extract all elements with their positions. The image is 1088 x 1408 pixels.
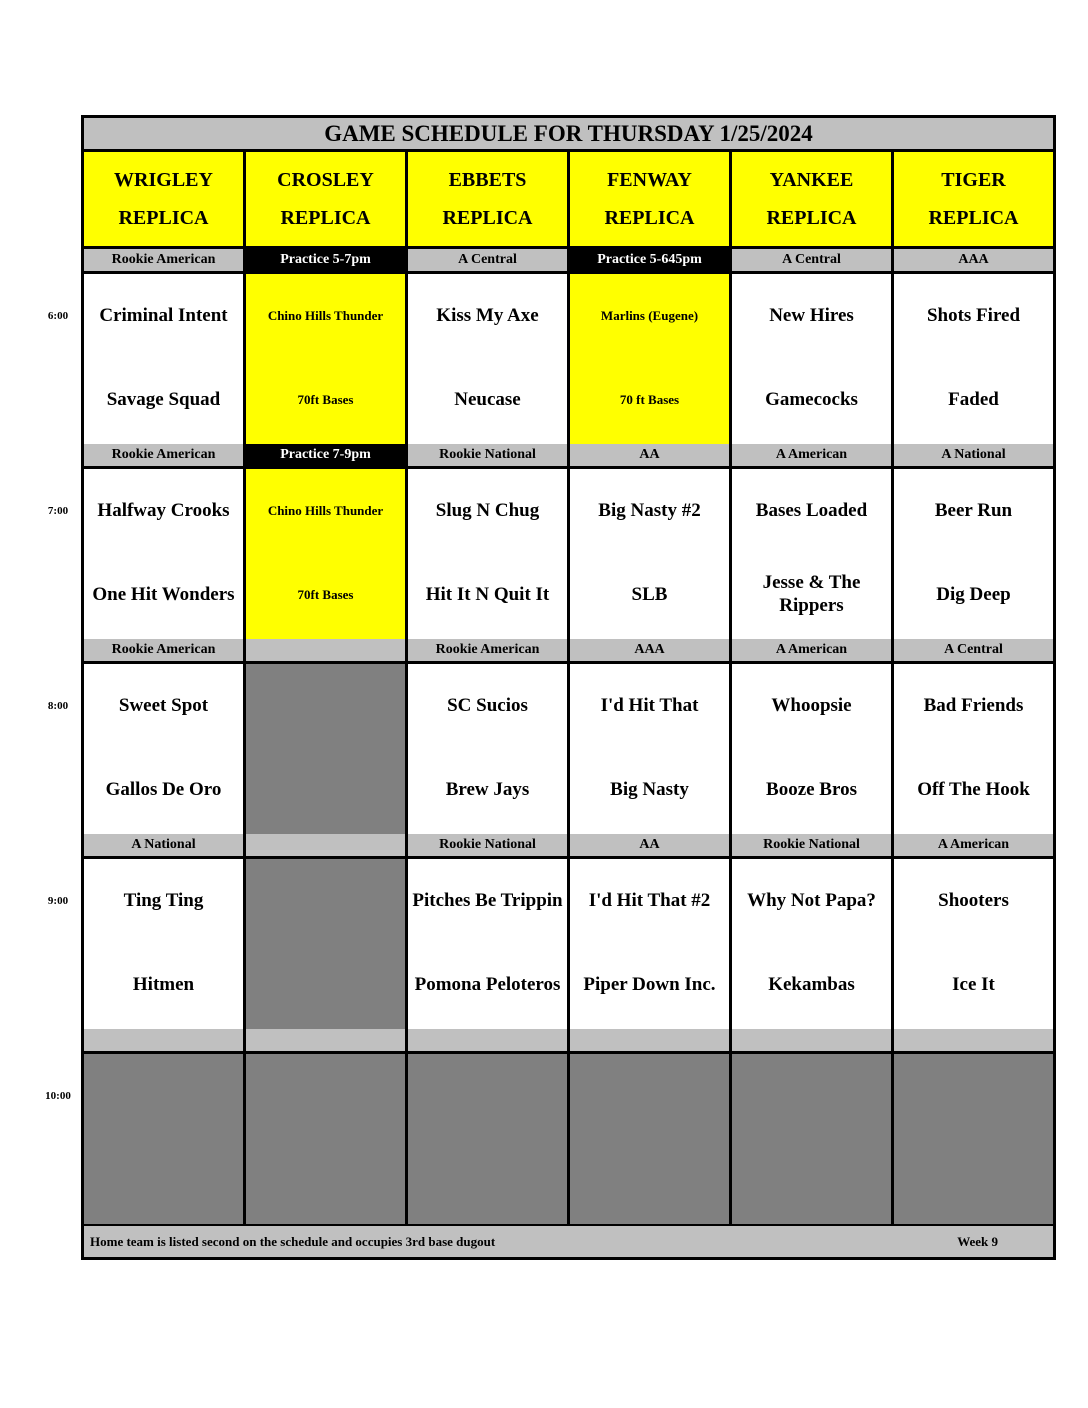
away-team: Marlins (Eugene) <box>600 308 699 324</box>
footer-bar <box>84 1226 1053 1257</box>
time-label: 7:00 <box>47 505 69 517</box>
division-label: Rookie National <box>408 834 567 856</box>
division-label: Practice 5-7pm <box>246 249 405 271</box>
division-label: AA <box>570 444 729 466</box>
field-header-tiger <box>894 152 1053 246</box>
game-cell <box>732 469 891 639</box>
away-team: SC Sucios <box>447 694 528 716</box>
division-label: AAA <box>894 249 1053 271</box>
away-team: Slug N Chug <box>435 499 540 521</box>
division-label: Rookie American <box>84 249 243 271</box>
game-cell <box>570 274 729 444</box>
away-team: Beer Run <box>934 499 1013 521</box>
field-type: REPLICA <box>118 207 209 229</box>
division-label: A Central <box>408 249 567 271</box>
away-team: Halfway Crooks <box>97 499 230 521</box>
game-cell <box>408 274 567 444</box>
field-type: REPLICA <box>280 207 371 229</box>
home-team: Faded <box>948 388 999 410</box>
home-team: Pomona Peloteros <box>414 973 561 995</box>
field-name: TIGER <box>941 169 1006 191</box>
game-cell <box>84 859 243 1029</box>
division-label <box>246 639 405 661</box>
away-team: Sweet Spot <box>118 694 209 716</box>
away-team: Bases Loaded <box>755 499 868 521</box>
away-team: Pitches Be Trippin <box>412 889 563 911</box>
time-label: 10:00 <box>45 1090 71 1102</box>
game-cell <box>732 274 891 444</box>
home-team: Neucase <box>454 388 521 410</box>
empty-slot <box>408 1054 567 1224</box>
empty-slot <box>84 1054 243 1224</box>
division-label: A American <box>894 834 1053 856</box>
home-team: Brew Jays <box>445 778 530 800</box>
home-team: Booze Bros <box>766 778 857 800</box>
footer-note: Home team is listed second on the schedule and occupies 3rd base dugout <box>90 1233 496 1249</box>
division-label: AA <box>570 834 729 856</box>
field-type: REPLICA <box>928 207 1019 229</box>
home-team: Kekambas <box>768 973 855 995</box>
division-label <box>408 1029 567 1051</box>
division-label: A Central <box>732 249 891 271</box>
home-team: Ice It <box>952 973 995 995</box>
empty-slot <box>246 859 405 1029</box>
division-label <box>246 834 405 856</box>
game-cell <box>570 664 729 834</box>
away-team: Bad Friends <box>923 694 1024 716</box>
home-team: Off The Hook <box>917 778 1030 800</box>
field-header-fenway <box>570 152 729 246</box>
division-label: Rookie American <box>408 639 567 661</box>
away-team: Kiss My Axe <box>436 304 539 326</box>
home-team: Dig Deep <box>936 583 1011 605</box>
home-team: Jesse & The Rippers <box>762 572 861 616</box>
division-label <box>246 1029 405 1051</box>
game-cell <box>894 859 1053 1029</box>
division-label: A Central <box>894 639 1053 661</box>
home-team: One Hit Wonders <box>92 583 235 605</box>
away-team: Shots Fired <box>926 304 1021 326</box>
schedule-title: GAME SCHEDULE FOR THURSDAY 1/25/2024 <box>84 118 1053 149</box>
empty-slot <box>246 664 405 834</box>
week-label: Week 9 <box>957 1233 998 1249</box>
game-cell <box>246 469 405 639</box>
away-team: Why Not Papa? <box>747 889 876 911</box>
time-label: 9:00 <box>47 895 69 907</box>
away-team: I'd Hit That #2 <box>588 889 711 911</box>
division-label: Rookie American <box>84 444 243 466</box>
field-type: REPLICA <box>442 207 533 229</box>
game-cell <box>408 469 567 639</box>
empty-slot <box>246 1054 405 1224</box>
home-team: Hit It N Quit It <box>425 583 550 605</box>
field-header-crosley <box>246 152 405 246</box>
empty-slot <box>894 1054 1053 1224</box>
away-team: Big Nasty #2 <box>598 499 701 521</box>
game-cell <box>408 859 567 1029</box>
away-team: New Hires <box>769 304 854 326</box>
empty-slot <box>570 1054 729 1224</box>
game-cell <box>84 274 243 444</box>
game-cell <box>246 274 405 444</box>
division-label: Rookie National <box>408 444 567 466</box>
home-team: Gamecocks <box>765 388 858 410</box>
division-label: Rookie American <box>84 639 243 661</box>
game-cell <box>732 859 891 1029</box>
game-cell <box>84 664 243 834</box>
division-label: A National <box>894 444 1053 466</box>
field-name: EBBETS <box>448 169 527 191</box>
home-team: Savage Squad <box>106 388 221 410</box>
game-cell <box>894 664 1053 834</box>
division-label: A American <box>732 639 891 661</box>
division-label <box>894 1029 1053 1051</box>
game-cell <box>408 664 567 834</box>
game-cell <box>732 664 891 834</box>
division-label <box>84 1029 243 1051</box>
home-team: 70ft Bases <box>297 587 354 603</box>
game-cell <box>570 469 729 639</box>
home-team: Gallos De Oro <box>105 778 222 800</box>
division-label: Practice 7-9pm <box>246 444 405 466</box>
time-label: 8:00 <box>47 700 69 712</box>
field-name: YANKEE <box>769 169 854 191</box>
away-team: Chino Hills Thunder <box>267 308 384 324</box>
away-team: Chino Hills Thunder <box>267 503 384 519</box>
home-team: Piper Down Inc. <box>583 973 716 995</box>
division-label <box>570 1029 729 1051</box>
home-team: Hitmen <box>132 973 195 995</box>
game-cell <box>894 274 1053 444</box>
home-team: SLB <box>631 583 668 605</box>
division-label: A National <box>84 834 243 856</box>
game-cell <box>570 859 729 1029</box>
division-label <box>732 1029 891 1051</box>
field-type: REPLICA <box>766 207 857 229</box>
division-label: Rookie National <box>732 834 891 856</box>
away-team: I'd Hit That <box>600 694 699 716</box>
empty-slot <box>732 1054 891 1224</box>
time-label: 6:00 <box>47 310 69 322</box>
field-name: CROSLEY <box>277 169 374 191</box>
away-team: Whoopsie <box>771 694 852 716</box>
home-team: 70ft Bases <box>297 392 354 408</box>
field-header-wrigley <box>84 152 243 246</box>
away-team: Shooters <box>938 889 1009 911</box>
field-type: REPLICA <box>604 207 695 229</box>
game-cell <box>84 469 243 639</box>
away-team: Criminal Intent <box>99 304 228 326</box>
home-team: 70 ft Bases <box>619 392 680 408</box>
field-name: FENWAY <box>607 169 692 191</box>
field-header-ebbets <box>408 152 567 246</box>
game-cell <box>894 469 1053 639</box>
division-label: Practice 5-645pm <box>570 249 729 271</box>
division-label: A American <box>732 444 891 466</box>
division-label: AAA <box>570 639 729 661</box>
schedule-table <box>81 115 1056 1260</box>
field-name: WRIGLEY <box>114 169 213 191</box>
away-team: Ting Ting <box>123 889 204 911</box>
home-team: Big Nasty <box>610 778 689 800</box>
field-header-yankee <box>732 152 891 246</box>
